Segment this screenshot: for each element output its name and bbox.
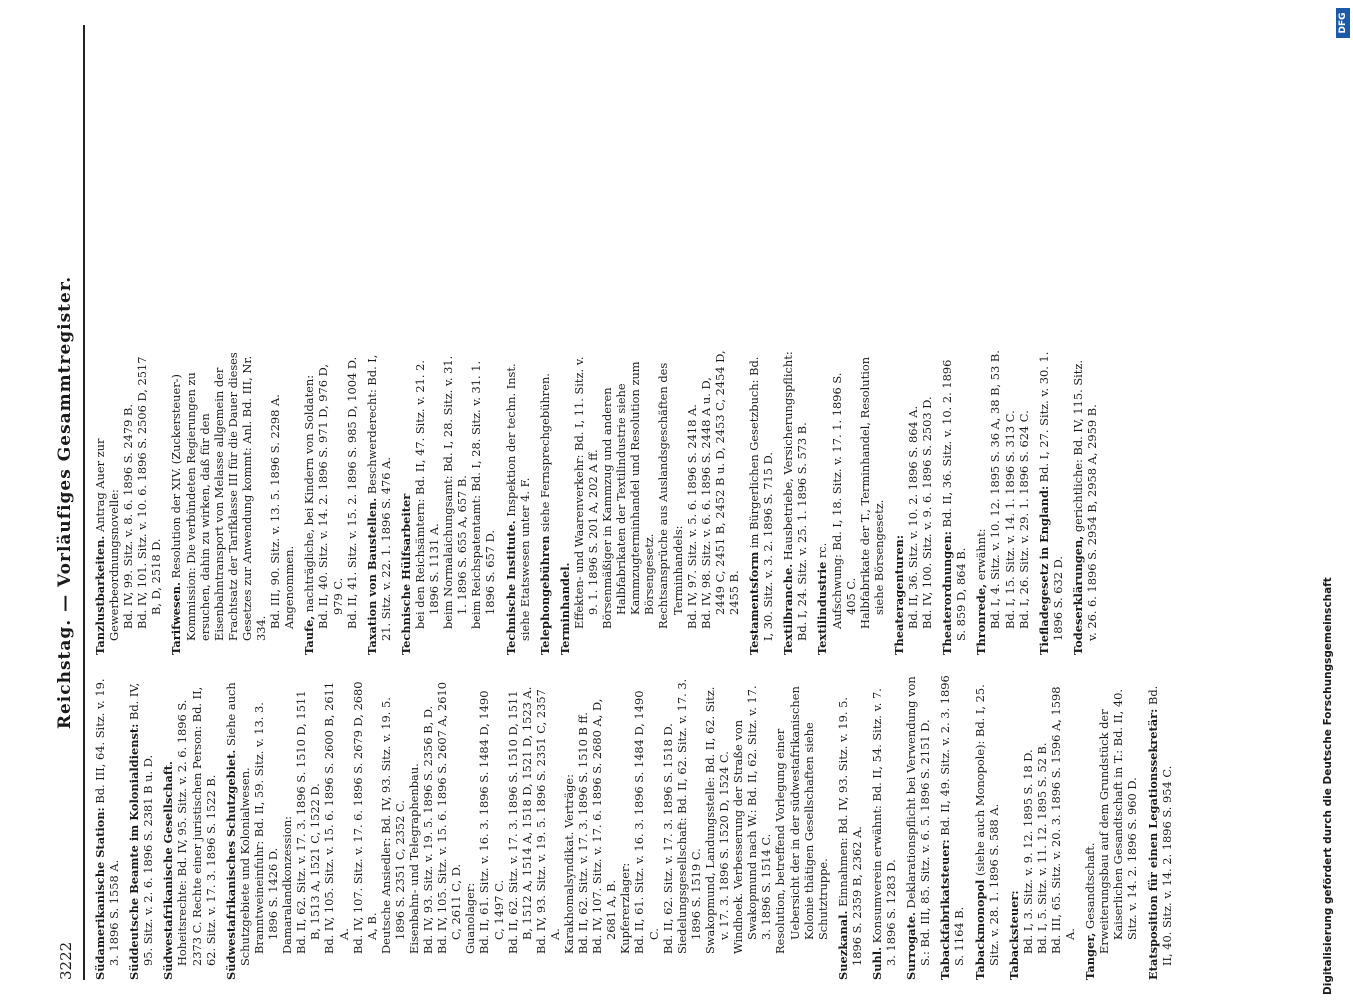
entry-subline: Resolution, betreffend Vorlegung einer Uebersicht der in der südwestafrikanischen Kolonie thätigen Gesellschaften siehe Schutztruppe. — [773, 686, 830, 954]
digitization-note: Digitalisierung gefördert durch die Deutsche Forschungsgemeinschaft — [1322, 577, 1334, 995]
entry-subline: Bd. IV, 101. Sitz. v. 10. 6. 1896 S. 2506 D, 2517 B, D, 2518 D. — [135, 356, 164, 629]
entry-text: Antrag Auer zur Gewerbeordnungsnovelle: — [93, 438, 122, 641]
index-entry — [904, 675, 932, 980]
entry-subline: Rechtsansprüche aus Auslandsgeschäften des Terminhandels: — [656, 362, 685, 629]
index-entry — [974, 350, 1030, 655]
entry-text: Einnahmen: Bd. IV, 93. Sitz. v. 19. 5. 1896 S. 2359 B, 2362 A. — [835, 697, 864, 966]
entry-headword: Telephongebühren — [537, 535, 552, 655]
index-column-3 — [93, 25, 1303, 330]
entry-subline: Guanolager: — [463, 882, 478, 954]
entry-subline: beim Reichspatentamt: Bd. I, 28. Sitz. v. 31. 1. 1896 S. 657 D. — [469, 360, 498, 629]
entry-subline: Bd. III, 90. Sitz. v. 13. 5. 1896 S. 2298 A. — [268, 394, 283, 629]
index-entry — [399, 350, 498, 655]
index-column-1 — [93, 675, 1303, 980]
dfg-logo — [1336, 8, 1350, 38]
index-entry — [892, 350, 934, 655]
entry-text: Bd. I, 27. Sitz. v. 30. 1. 1896 S. 632 D. — [1036, 351, 1065, 641]
entry-text: siehe Fernsprechgebühren. — [537, 373, 552, 532]
index-entry — [815, 350, 885, 655]
entry-text: rc. — [815, 542, 830, 559]
entry-headword: Theateragenturen: — [891, 534, 906, 655]
entry-headword: Thronrede, — [974, 583, 989, 655]
entry-headword: Terminhandel. — [557, 562, 572, 655]
index-entry — [302, 350, 358, 655]
index-entry — [940, 350, 968, 655]
index-entry — [747, 350, 775, 655]
entry-subline: Branntweineinfuhr: Bd. II, 59. Sitz. v. 13. 3. 1896 S. 1426 D. — [251, 702, 281, 954]
entry-text: Beschwerderecht: Bd. I, 21. Sitz. v. 22. 1. 1896 S. 476 A. — [364, 354, 393, 641]
entry-subline: Kupfererzlager: — [618, 862, 633, 954]
entry-text: Inspektion der techn. Inst. siehe Etatswesen unter 4. F. — [503, 363, 532, 641]
dfg-logo-text: DFG — [1338, 12, 1348, 34]
index-entry — [1083, 675, 1139, 980]
index-entry — [93, 350, 163, 655]
index-entry — [558, 350, 741, 655]
index-entry — [504, 350, 532, 655]
entry-subline: Damaralandkonzession: — [280, 815, 295, 954]
entry-headword: Theaterordnungen: — [940, 530, 955, 655]
entry-subline: Bd. IV, 100. Sitz. v. 9. 6. 1896 S. 2503 D. — [920, 396, 935, 629]
entry-headword: Tiefladegesetz in England: — [1036, 485, 1051, 655]
entry-subline: Bd. IV, 107. Sitz. v. 17. 6. 1896 S. 2679 D, 2680 A, B. — [350, 681, 379, 954]
entry-subline: Bd. II, 41. Sitz. v. 15. 2. 1896 S. 985 D, 1004 D. — [344, 356, 359, 629]
entry-subline: Aufschwung: Bd. I, 18. Sitz. v. 17. 1. 1896 S. 405 C. — [829, 372, 858, 629]
entry-subline: Bd. II, 61. Sitz. v. 16. 3. 1896 S. 1484 D, 1490 C. — [632, 690, 661, 954]
entry-text: erwähnt: — [974, 528, 989, 581]
index-entry — [1146, 675, 1174, 980]
entry-headword: Technische Institute. — [503, 520, 518, 655]
index-entry — [938, 675, 966, 980]
entry-subline: beim Normalaichungsamt: Bd. I, 28. Sitz. v. 31. 1. 1896 S. 655 A, 657 B. — [441, 355, 470, 629]
entry-subline: Eisenbahn- und Telegraphenbau. — [406, 763, 421, 954]
entry-headword: Süddeutsche Beamte im Kolonialdienst: — [127, 723, 142, 980]
entry-subline: Bd. III, 65. Sitz. v. 20. 3. 1896 S. 1596 A, 1598 A. — [1049, 686, 1078, 954]
entry-subline: bei den Reichsämtern: Bd. II, 47. Sitz. v. 21. 2. 1896 S. 1131 A. — [412, 359, 442, 629]
entry-text: Bd. IV, 95. Sitz. v. 2. 6. 1896 S. 2381 B u. D. — [127, 682, 156, 966]
entry-headword: Tanzlustbarkeiten. — [93, 535, 107, 655]
page-number: 3222 — [57, 941, 75, 980]
index-entry — [127, 675, 155, 980]
entry-subline: Effekten- und Waarenverkehr: Bd. I, 11. Sitz. v. 9. 1. 1896 S. 201 A, 202 A ff. — [571, 356, 600, 629]
index-entry — [93, 675, 121, 980]
running-title: Reichstag. — Vorläufiges Gesammtregister. — [55, 275, 75, 730]
entry-headword: Textilbranche. — [781, 563, 796, 655]
index-entry — [781, 350, 809, 655]
entry-subline: Bd. I, 5. Sitz. v. 11. 12. 1895 S. 52 B. — [1034, 742, 1049, 954]
index-column-2 — [93, 350, 1303, 655]
page-header — [53, 25, 85, 980]
entry-text: Bd. III, 64. Sitz. v. 19. 3. 1896 S. 1558 A. — [93, 678, 122, 966]
entry-headword: Tanger, — [1083, 932, 1098, 980]
entry-headword: Tabacksteuer: — [1006, 890, 1021, 980]
entry-subline: Bd. IV, 105. Sitz. v. 15. 6. 1896 S. 2607 A, 2610 C, 2611 C, D. — [435, 682, 464, 954]
entry-headword: Südwestafrikanische Gesellschaft. — [161, 761, 176, 980]
entry-text: Bd. II, 40. Sitz. v. 14. 2. 1896 S. 954 C. — [1145, 685, 1174, 966]
entry-text: nachträgliche, bei Kindern von Soldaten: — [302, 374, 317, 613]
entry-subline: Bd. IV, 107. Sitz. v. 17. 6. 1896 S. 2680 A, D, 2681 A, B. — [590, 698, 619, 954]
entry-headword: Tabackmonopol — [972, 879, 987, 980]
entry-subline: Bd. I, 15. Sitz. v. 14. 1. 1896 S. 313 C. — [1002, 410, 1017, 629]
page-footer — [1318, 15, 1348, 995]
entry-subline: Swakopmund, Landungsstelle: Bd. II, 62. Sitz. v. 17. 3. 1896 S. 1520 D, 1524 C. — [702, 686, 732, 954]
index-entry — [224, 675, 830, 980]
entry-text: Konsumverein erwähnt: Bd. II, 54. Sitz. v. 7. 3. 1896 S. 1283 D. — [869, 688, 899, 966]
entry-subline: Deutsche Ansiedler: Bd. IV, 93. Sitz. v. 19. 5. 1896 S. 2351 C, 2352 C. — [378, 697, 407, 954]
entry-headword: Textilindustrie — [815, 561, 830, 655]
entry-headword: Suhl. — [869, 946, 884, 980]
entry-subline: Bd. IV, 93. Sitz. v. 19. 5. 1896 S. 2351 C, 2357 A. — [533, 689, 562, 954]
index-entry — [161, 675, 217, 980]
entry-subline: Bd. IV, 97. Sitz. v. 5. 6. 1896 S. 2418 A. — [684, 404, 699, 629]
entry-subline: Bd. IV, 98. Sitz. v. 6. 6. 1896 S. 2448 A u. D, 2449 C, 2451 B, 2452 B u. D, 2453 C, 2454 D, 2455 B. — [698, 350, 741, 629]
index-entry — [836, 675, 864, 980]
entry-subline: Bd. I, 4. Sitz. v. 10. 12. 1895 S. 36 A, 38 B, 53 B. — [988, 350, 1003, 629]
entry-subline: Bd. II, 62. Sitz. v. 17. 3. 1896 S. 1510 B ff. — [576, 712, 591, 954]
index-entry — [365, 350, 393, 655]
entry-text: Bd. II, 49. Sitz. v. 2. 3. 1896 S. 1164 B. — [938, 675, 967, 966]
entry-headword: Südamerikanische Station: — [93, 807, 107, 980]
entry-text: Hoheitsrechte: Bd. IV, 95. Sitz. v. 2. 6. 1896 S. 2373 C. Rechte einer juristischen Person: Bd. II, 62. Sitz. v. 17. 3. 1896 S. 1522 B. — [175, 686, 218, 966]
entry-subline: Bd. II, 62. Sitz. v. 17. 3. 1896 S. 1510 D, 1511 B, 1512 A, 1514 A, 1518 D, 1521 D, 1523 A. — [505, 686, 534, 954]
entry-subline: Angenommen. — [282, 545, 297, 629]
entry-subline: Bd. II, 40. Sitz. v. 14. 2. 1896 S. 971 D, 976 D, 979 C. — [316, 364, 345, 629]
entry-headword: Todeserklärungen, — [1070, 535, 1085, 655]
entry-headword: Etatsposition für einen Legationssekretär: — [1145, 708, 1160, 980]
entry-text: gerichtliche: Bd. IV, 115. Sitz. v. 26. 6. 1896 S. 2954 B, 2958 A, 2959 B. — [1070, 359, 1099, 641]
entry-text: Hausbetriebe, Versicherungspflicht: Bd. I, 24. Sitz. v. 25. 1. 1896 S. 573 B. — [781, 351, 810, 641]
entry-text: Bd. II, 36. Sitz. v. 10. 2. 1896 S. 859 D, 864 B. — [940, 359, 969, 641]
entry-text: Siehe auch Schutzgebiete und Kolonialwesen. — [223, 682, 252, 966]
index-entry — [538, 350, 552, 655]
entry-headword: Technische Hülfsarbeiter — [398, 493, 413, 655]
entry-subline: Erweiterungsbau auf dem Grundstück der Kaiserlichen Gesandtschaft in T.: Bd. II, 40. Sitz. v. 14. 2. 1896 S. 960 D. — [1097, 689, 1140, 954]
index-entry — [1071, 350, 1099, 655]
entry-subline: Halbfabrikate der T., Terminhandel, Resolution siehe Börsengesetz. — [857, 356, 886, 629]
entry-subline: Bd. II, 62. Sitz. v. 17. 3. 1896 S. 1518 D. — [660, 723, 675, 954]
entry-subline: Windhoek. Verbesserung der Straße von Swakopmund nach W.: Bd. II, 62. Sitz. v. 17. 3. 1896 S. 1514 C. — [731, 685, 774, 954]
index-entry — [1007, 675, 1077, 980]
entry-text: Deklarationspflicht bei Verwendung von S.: Bd. III, 85. Sitz. v. 6. 5. 1896 S. 2151 D. — [904, 676, 933, 966]
entry-headword: Suezkanal. — [835, 910, 850, 980]
entry-text: Gesandtschaft. — [1083, 842, 1098, 929]
entry-subline: Bd. IV, 99. Sitz. v. 8. 6. 1896 S. 2479 B. — [121, 403, 136, 629]
index-entry — [1037, 350, 1065, 655]
entry-text: im Bürgerlichen Gesetzbuch: Bd. I, 30. Sitz. v. 3. 2. 1896 S. 715 D. — [747, 356, 776, 641]
entry-subline: Karakhomalsyndikat. Verträge: — [562, 774, 576, 954]
entry-headword: Tabackfabrikatsteuer: — [938, 839, 953, 980]
entry-subline: Bd. II, 62. Sitz. v. 17. 3. 1896 S. 1510 D, 1511 B, 1513 A, 1521 C, 1522 D. — [294, 690, 323, 954]
index-entry — [169, 350, 296, 655]
entry-subline: Börsenmäßiger in Kammzug und anderen Halbfabrikaten der Textilindustrie siehe Kammzugterminhandel und Resolution zum Börsengesetz. — [600, 361, 657, 629]
entry-subline: Siedelungsgesellschaft: Bd. II, 62. Sitz. v. 17. 3. 1896 S. 1519 C. — [674, 678, 703, 954]
entry-subline: Bd. II, 36. Sitz. v. 10. 2. 1896 S. 864 A. — [905, 405, 920, 629]
entry-text: (siehe auch Monopole): Bd. I, 25. Sitz. v. 28. 1. 1896 S. 588 A. — [972, 684, 1001, 966]
entry-subline: Bd. I, 26. Sitz. v. 29. 1. 1896 S. 624 C. — [1016, 410, 1031, 629]
entry-headword: Taufe, — [302, 615, 317, 655]
entry-headword: Südwestafrikanisches Schutzgebiet. — [223, 749, 238, 980]
entry-headword: Tarifwesen. — [169, 582, 184, 655]
entry-headword: Testamentsform — [747, 551, 762, 655]
entry-subline: Bd. II, 61. Sitz. v. 16. 3. 1896 S. 1484 D, 1490 C, 1497 C. — [477, 690, 506, 954]
entry-headword: Taxation von Baustellen. — [364, 497, 379, 655]
entry-subline: Bd. I, 3. Sitz. v. 9. 12. 1895 S. 18 D. — [1020, 749, 1035, 954]
rotated-page — [35, 0, 1325, 1000]
entry-subline: Bd. IV, 105. Sitz. v. 15. 6. 1896 S. 2600 B, 2611 A. — [322, 681, 351, 954]
index-entry — [973, 675, 1001, 980]
index-entry — [870, 675, 898, 980]
entry-subline: Bd. IV, 93. Sitz. v. 19. 5. 1896 S. 2356 B, D. — [421, 705, 436, 954]
entry-text: Resolution der XIV. (Zuckersteuer-) Kommission: Die verbündeten Regierungen zu ersuchen, dahin zu wirken, daß für den Eisenbahntransport von Melasse allgemein der Frachtsatz der Tarifklasse III für die Dauer dieses Gesetzes zur Anwendung kommt: Anl. Bd. III, Nr. 334. — [169, 352, 269, 641]
entry-headword: Surrogate. — [904, 912, 919, 980]
